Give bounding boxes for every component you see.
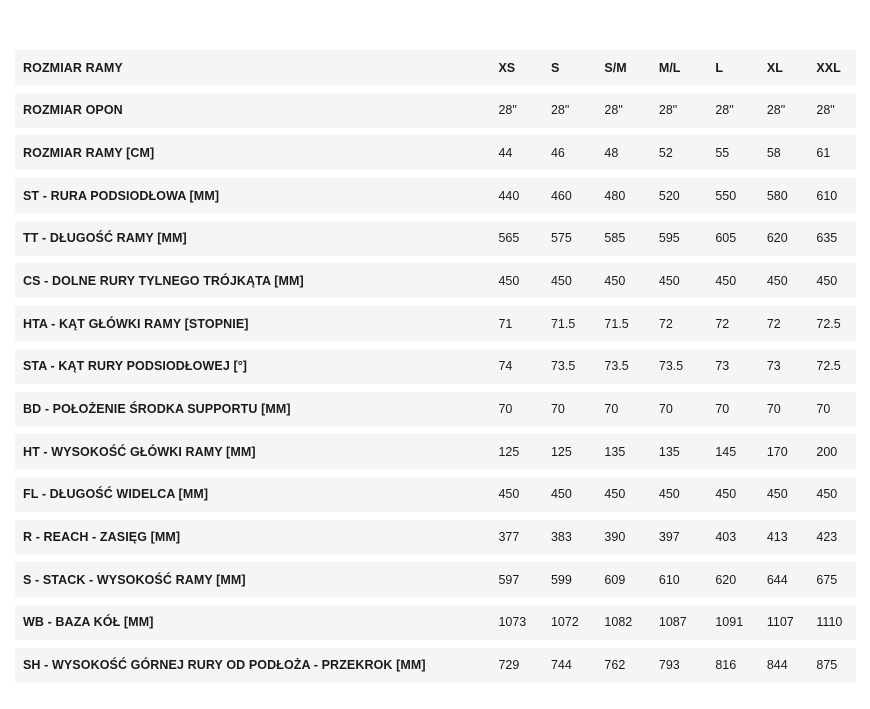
row-value: 450: [816, 487, 838, 502]
row-value: 610: [816, 188, 838, 203]
row-value: 450: [658, 273, 680, 288]
row-value: 72: [658, 316, 673, 331]
table-row: [15, 605, 856, 640]
row-value: 28": [550, 103, 570, 118]
row-value: 644: [766, 572, 788, 587]
row-value: 72.5: [816, 316, 841, 331]
row-label: WB - BAZA KÓŁ [MM]: [23, 615, 154, 630]
size-header-xs: XS: [498, 60, 516, 75]
table-row: [15, 434, 856, 469]
row-value: 383: [550, 530, 572, 545]
row-value: 135: [658, 444, 680, 459]
row-value: 550: [715, 188, 737, 203]
row-value: 635: [816, 231, 838, 246]
row-value: 1107: [766, 615, 794, 630]
size-header-s: S: [550, 60, 560, 75]
row-value: 74: [498, 359, 513, 374]
row-value: 450: [658, 487, 680, 502]
row-value: 44: [498, 145, 513, 160]
row-value: 580: [766, 188, 788, 203]
row-value: 72: [715, 316, 730, 331]
row-value: 450: [550, 273, 572, 288]
row-value: 73: [766, 359, 781, 374]
geometry-table: [15, 50, 856, 683]
row-label: STA - KĄT RURY PODSIODŁOWEJ [°]: [23, 359, 248, 374]
row-value: 1082: [604, 615, 633, 630]
row-value: 61: [816, 145, 831, 160]
row-value: 413: [766, 530, 788, 545]
row-value: 390: [604, 530, 626, 545]
row-value: 73.5: [604, 359, 629, 374]
row-value: 73: [715, 359, 730, 374]
table-header-row: [15, 50, 856, 85]
table-row: [15, 477, 856, 512]
row-label: TT - DŁUGOŚĆ RAMY [MM]: [23, 231, 187, 246]
size-header-l: L: [715, 60, 723, 75]
row-value: 70: [550, 402, 565, 416]
row-value: 377: [498, 530, 520, 545]
row-value: 52: [658, 145, 673, 160]
header-label: ROZMIAR RAMY: [23, 60, 123, 75]
row-value: 675: [816, 572, 838, 587]
row-value: 816: [715, 658, 737, 673]
row-value: 440: [498, 188, 520, 203]
row-value: 729: [498, 658, 520, 673]
row-value: 844: [766, 658, 788, 673]
row-value: 450: [766, 487, 788, 502]
row-value: 520: [658, 188, 680, 203]
row-label: CS - DOLNE RURY TYLNEGO TRÓJKĄTA [MM]: [23, 273, 304, 288]
row-value: 610: [658, 572, 680, 587]
row-value: 1073: [498, 615, 527, 630]
row-value: 70: [604, 402, 619, 416]
row-value: 125: [498, 444, 520, 459]
table-row: [15, 648, 856, 683]
row-value: 70: [766, 402, 781, 416]
row-value: 450: [604, 273, 626, 288]
row-value: 70: [715, 402, 730, 416]
row-value: 55: [715, 145, 730, 160]
row-value: 599: [550, 572, 572, 587]
row-value: 125: [550, 444, 572, 459]
size-header-xl: XL: [766, 60, 783, 75]
row-value: 71.5: [550, 316, 576, 331]
row-value: 609: [604, 572, 626, 587]
table-row: [15, 520, 856, 555]
row-value: 450: [766, 273, 788, 288]
row-value: 71.5: [604, 316, 629, 331]
row-value: 170: [766, 444, 788, 459]
row-label: BD - POŁOŻENIE ŚRODKA SUPPORTU [MM]: [23, 402, 291, 416]
row-value: 1091: [715, 615, 744, 630]
row-label: ROZMIAR OPON: [23, 103, 123, 118]
row-label: S - STACK - WYSOKOŚĆ RAMY [MM]: [23, 572, 246, 587]
row-value: 450: [604, 487, 626, 502]
row-label: FL - DŁUGOŚĆ WIDELCA [MM]: [23, 487, 209, 502]
row-value: 605: [715, 231, 737, 246]
row-value: 28": [766, 103, 786, 118]
row-value: 28": [604, 103, 623, 118]
row-value: 397: [658, 530, 680, 545]
row-value: 200: [816, 444, 838, 459]
row-value: 72.5: [816, 359, 841, 374]
row-value: 575: [550, 231, 572, 246]
row-value: 1087: [658, 615, 687, 630]
row-label: R - REACH - ZASIĘG [MM]: [23, 530, 181, 545]
row-label: HT - WYSOKOŚĆ GŁÓWKI RAMY [MM]: [23, 444, 256, 459]
size-header-xxl: XXL: [816, 60, 841, 75]
row-label: HTA - KĄT GŁÓWKI RAMY [STOPNIE]: [23, 316, 249, 331]
table-body: [15, 93, 856, 683]
table-row: [15, 178, 856, 213]
row-value: 875: [816, 658, 838, 673]
table-row: [15, 392, 856, 427]
row-value: 450: [715, 273, 737, 288]
row-value: 70: [816, 402, 831, 416]
row-value: 450: [498, 487, 520, 502]
row-value: 73.5: [658, 359, 684, 374]
row-value: 585: [604, 231, 626, 246]
row-value: 595: [658, 231, 680, 246]
row-value: 28": [816, 103, 835, 118]
row-value: 423: [816, 530, 838, 545]
row-value: 1072: [550, 615, 579, 630]
row-label: SH - WYSOKOŚĆ GÓRNEJ RURY OD PODŁOŻA - PRZEKROK [MM]: [23, 658, 426, 673]
row-value: 145: [715, 444, 737, 459]
row-value: 135: [604, 444, 626, 459]
row-label: ROZMIAR RAMY [CM]: [23, 145, 155, 160]
row-value: 450: [550, 487, 572, 502]
row-value: 58: [766, 145, 781, 160]
size-header-ml: M/L: [658, 60, 681, 75]
row-value: 70: [498, 402, 513, 416]
row-value: 620: [715, 572, 737, 587]
row-value: 793: [658, 658, 680, 673]
table-row: [15, 306, 856, 341]
table-row: [15, 135, 856, 170]
row-value: 48: [604, 145, 619, 160]
row-value: 744: [550, 658, 572, 673]
row-value: 762: [604, 658, 626, 673]
row-value: 450: [498, 273, 520, 288]
table-row: [15, 263, 856, 298]
row-value: 70: [658, 402, 673, 416]
row-label: ST - RURA PODSIODŁOWA [MM]: [23, 188, 220, 203]
table-row: [15, 349, 856, 384]
row-value: 46: [550, 145, 565, 160]
table-row: [15, 93, 856, 128]
row-value: 72: [766, 316, 781, 331]
row-value: 460: [550, 188, 572, 203]
table-row: [15, 221, 856, 256]
row-value: 73.5: [550, 359, 576, 374]
row-value: 480: [604, 188, 626, 203]
row-value: 597: [498, 572, 520, 587]
row-value: 28": [658, 103, 678, 118]
row-value: 1110: [816, 615, 843, 630]
row-value: 565: [498, 231, 520, 246]
row-value: 450: [816, 273, 838, 288]
row-value: 28": [715, 103, 734, 118]
row-value: 403: [715, 530, 737, 545]
row-value: 71: [498, 316, 513, 331]
table-row: [15, 562, 856, 597]
row-value: 450: [715, 487, 737, 502]
row-value: 28": [498, 103, 517, 118]
size-header-sm: S/M: [604, 60, 627, 75]
row-value: 620: [766, 231, 788, 246]
